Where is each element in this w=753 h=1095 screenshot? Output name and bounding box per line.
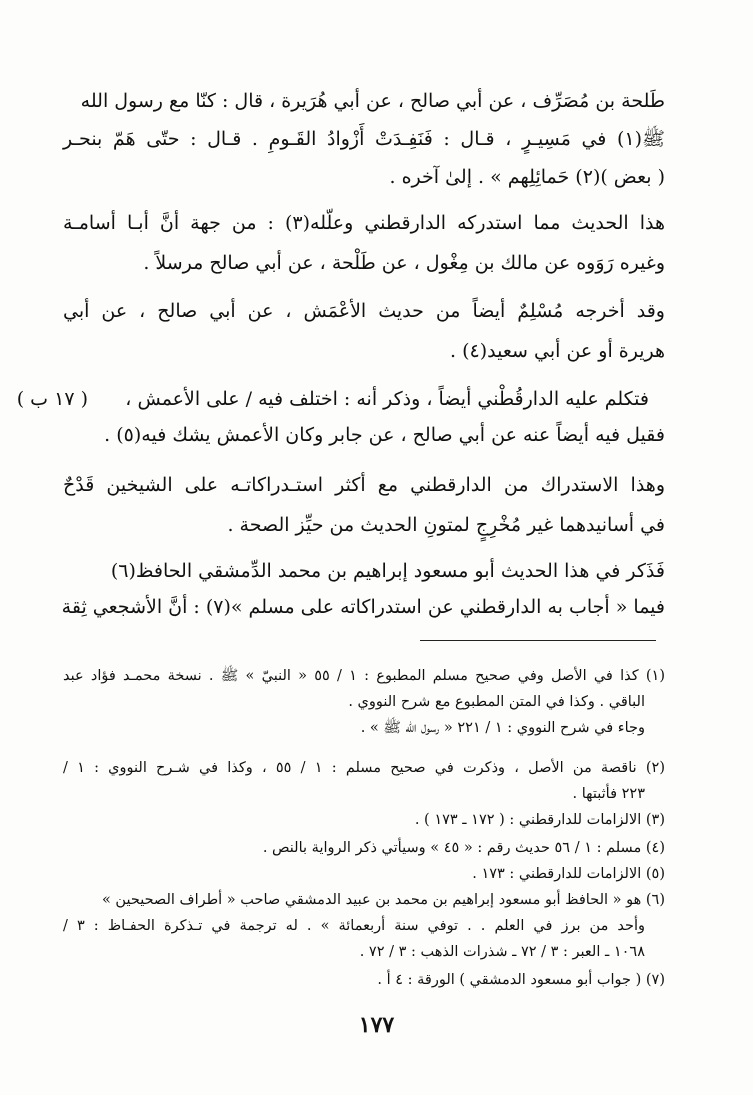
footnote-line: (١) كذا في الأصل وفي صحيح مسلم المطبوع : ١ / ٥٥ « النبيّ » ﷺ . نسخة محمـد فؤاد عبد <box>63 668 665 684</box>
footnote-line: ١٠٦٨ ـ العبر : ٣ / ٧٢ ـ شذرات الذهب : ٣ / ٧٢ . <box>359 944 645 960</box>
manuscript-folio-marker: ( ١٧ ب ) <box>16 388 88 410</box>
body-line: هذا الحديث مما استدركه الدارقطني وعلّله(٣) : من جهة أنَّ أبـا أسامـة <box>63 212 665 234</box>
body-line: وغيره رَوَوه عن مالك بن مِغْول ، عن طَلْحة ، عن أبي صالح مرسلاً . <box>143 252 665 274</box>
body-line: ( بعض )(٢) حَمائِلِهم » . إلىٰ آخره . <box>389 166 665 188</box>
footnote-line: (٣) الالزامات للدارقطني : ( ١٧٢ ـ ١٧٣ ) . <box>414 812 665 828</box>
body-line: وقد أخرجه مُسْلِمٌ أيضاً من حديث الأعْمَش ، عن أبي صالح ، عن أبي <box>63 300 665 322</box>
body-line: فتكلم عليه الدارقُطْني أيضاً ، وذكر أنه : اختلف فيه / على الأعمش ، <box>125 388 649 410</box>
footnote-line: (٤) مسلم : ١ / ٥٦ حديث رقم : « ٤٥ » وسيأتي ذكر الرواية بالنص . <box>262 840 665 856</box>
footnote-line: الباقي . وكذا في المتن المطبوع مع شرح النووي . <box>348 694 645 710</box>
footnote-line: وجاء في شرح النووي : ١ / ٢٢١ « رسول الله ﷺ » . <box>360 720 645 736</box>
body-line: هريرة أو عن أبي سعيد(٤) . <box>450 340 665 362</box>
body-line: طَلحة بن مُصَرِّف ، عن أبي صالح ، عن أبي هُرَيرة ، قال : كنّا مع رسول الله <box>80 90 665 112</box>
footnote-line: ٢٢٣ فأثبتها . <box>572 786 645 802</box>
body-line: ﷺ(١) في مَسِيـرٍ ، قـال : فَنَفِـدَتْ أَزْوادُ القَـومِ . قـال : حتّى هَمّ بنحـر <box>63 128 665 150</box>
footnote-line: (٢) ناقصة من الأصل ، وذكرت في صحيح مسلم : ١ / ٥٥ ، وكذا في شـرح النووي : ١ / <box>63 760 665 776</box>
footnote-line: (٥) الالزامات للدارقطني : ١٧٣ . <box>472 866 665 882</box>
body-line: في أسانيدهما غير مُخْرِجٍ لمتونِ الحديث من حيِّز الصحة . <box>227 514 665 536</box>
footnote-line: وأحد من برز في العلم . . توفي سنة أربعمائة » . له ترجمة في تـذكرة الحفـاظ : ٣ / <box>63 918 645 934</box>
footnote-line: (٦) هو « الحافظ أبو مسعود إبراهيم بن محمد بن عبيد الدمشقي صاحب « أطراف الصحيحين » <box>101 892 665 908</box>
body-line: وهذا الاستدراك من الدارقطني مع أكثر استـدراكاتـه على الشيخين قَدْحٌ <box>63 474 665 496</box>
body-line: فيما « أجاب به الدارقطني عن استدراكاته على مسلم »(٧) : أنَّ الأشجعي ثِقة <box>61 596 665 618</box>
footnote-line: (٧) ( جواب أبو مسعود الدمشقي ) الورقة : ٤ أ . <box>377 972 665 988</box>
footnote-separator <box>420 640 656 641</box>
body-line: فقيل فيه أيضاً عنه عن أبي صالح ، عن جابر وكان الأعمش يشك فيه(٥) . <box>104 424 665 446</box>
page-number: ١٧٧ <box>358 1012 395 1038</box>
body-line: فَذَكر في هذا الحديث أبو مسعود إبراهيم بن محمد الدِّمشقي الحافظ(٦) <box>110 560 665 582</box>
